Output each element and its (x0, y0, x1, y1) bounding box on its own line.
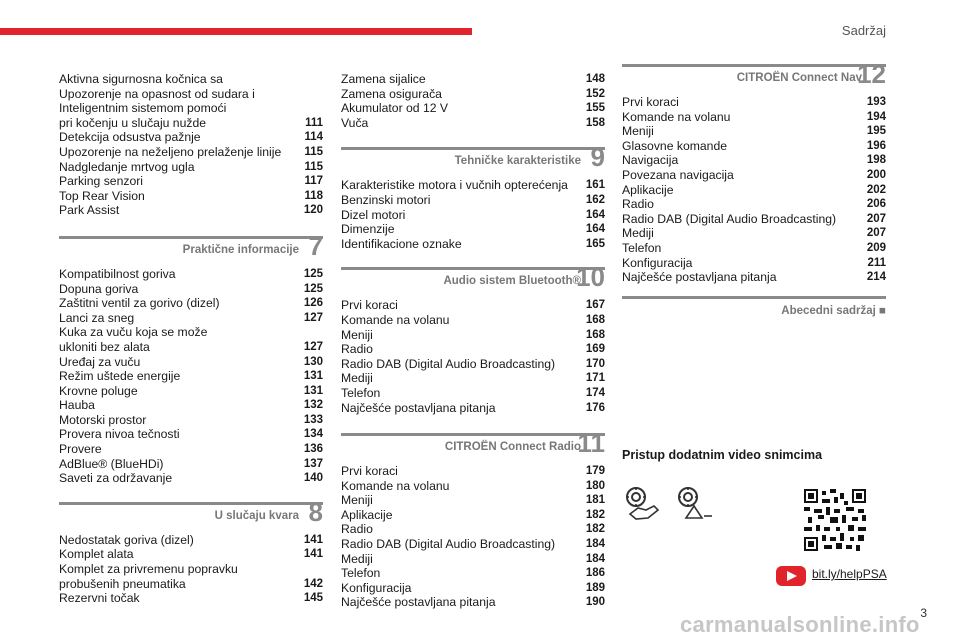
toc-entry-page: 214 (866, 271, 886, 284)
toc-entry-page: 165 (585, 237, 605, 250)
toc-entry[interactable] (59, 562, 323, 577)
toc-entry[interactable] (622, 256, 886, 271)
toc-entry-title: Mediji (341, 551, 373, 566)
toc-entry[interactable] (341, 401, 605, 416)
watermark: carmanualsonline.info (680, 612, 920, 637)
toc-entry-title: Karakteristike motora i vučnih opterećenja (341, 178, 568, 193)
toc-entry[interactable] (341, 87, 605, 102)
toc-entry-title: Telefon (341, 385, 381, 400)
toc-entry-page: 207 (866, 212, 886, 225)
toc-entry[interactable] (59, 591, 323, 606)
toc-entry-title: Dopuna goriva (59, 281, 139, 296)
toc-entry[interactable] (341, 464, 605, 479)
toc-entry[interactable] (59, 267, 323, 282)
toc-entry[interactable] (622, 124, 886, 139)
toc-entry[interactable] (622, 270, 886, 285)
wheel-gear-warning-icon (676, 486, 716, 522)
toc-entry-page: 189 (585, 581, 605, 594)
toc-entry-title: pri kočenju u slučaju nužde (59, 115, 207, 130)
toc-entry-title: Režim uštede energije (59, 369, 181, 384)
toc-entry-page: 182 (585, 508, 605, 521)
toc-entry[interactable] (59, 340, 323, 355)
toc-list-sec12 (622, 95, 886, 285)
toc-entry-title: Vuča (341, 115, 369, 130)
toc-entry-page: 169 (585, 343, 605, 356)
toc-entry-title: AdBlue® (BlueHDi) (59, 456, 164, 471)
toc-entry-page: 164 (585, 223, 605, 236)
toc-entry-page: 206 (866, 198, 886, 211)
toc-entry[interactable] (622, 95, 886, 110)
alphabetical-index-header[interactable] (622, 296, 886, 317)
toc-entry-title: Aplikacije (341, 507, 393, 522)
toc-entry-page: 207 (866, 227, 886, 240)
toc-entry-title: Akumulator od 12 V (341, 101, 449, 116)
toc-entry-page: 132 (303, 399, 323, 412)
toc-entry-title: Komande na volanu (622, 109, 731, 124)
toc-entry[interactable] (341, 328, 605, 343)
toc-entry[interactable] (622, 139, 886, 154)
toc-entry-title: ukloniti bez alata (59, 339, 150, 354)
toc-entry-title: Kuka za vuču koja se može (59, 325, 208, 340)
toc-entry-page: 134 (303, 428, 323, 441)
toc-entry-title: Provera nivoa tečnosti (59, 427, 180, 442)
toc-entry[interactable] (59, 384, 323, 399)
toc-entry-title: Dizel motori (341, 207, 406, 222)
toc-entry[interactable] (59, 145, 323, 160)
toc-entry-title: Radio (622, 197, 654, 212)
toc-entry[interactable] (59, 282, 323, 297)
toc-entry-title: Navigacija (622, 153, 679, 168)
toc-entry-title: Komplet alata (59, 547, 134, 562)
toc-entry-page: 195 (866, 125, 886, 138)
toc-entry-page: 125 (303, 267, 323, 280)
toc-entry-title: Hauba (59, 398, 95, 413)
toc-entry-page: 182 (585, 523, 605, 536)
toc-entry[interactable] (622, 168, 886, 183)
toc-entry[interactable] (59, 413, 323, 428)
qr-code-icon[interactable] (804, 489, 866, 551)
toc-entry-title: Dimenzije (341, 222, 395, 237)
toc-list-sec7 (59, 267, 323, 486)
toc-list-sec8 (59, 533, 323, 606)
toc-entry-page: 126 (303, 297, 323, 310)
toc-entry[interactable] (59, 577, 323, 592)
toc-entry[interactable] (59, 471, 323, 486)
toc-entry[interactable] (59, 442, 323, 457)
toc-entry-page: 198 (866, 154, 886, 167)
toc-entry[interactable] (59, 101, 323, 116)
toc-entry-page: 115 (304, 145, 323, 158)
toc-entry-title: Uređaj za vuču (59, 354, 141, 369)
toc-entry-page: 196 (866, 139, 886, 152)
toc-entry[interactable] (341, 178, 605, 193)
toc-entry[interactable] (59, 130, 323, 145)
toc-entry[interactable] (341, 237, 605, 252)
section-number: 9 (590, 142, 605, 173)
section-header-11[interactable] (341, 428, 605, 464)
toc-list-sec11 (341, 464, 605, 610)
toc-entry-page: 180 (585, 479, 605, 492)
toc-entry-title: Upozorenje na opasnost od sudara i (59, 86, 255, 101)
toc-entry-page: 200 (866, 168, 886, 181)
toc-entry[interactable] (341, 72, 605, 87)
toc-entry-title: Motorski prostor (59, 412, 147, 427)
toc-entry-title: Benzinski motori (341, 192, 431, 207)
video-section-title: Pristup dodatnim video snimcima (622, 448, 823, 462)
toc-entry[interactable] (622, 197, 886, 212)
toc-entry[interactable] (341, 581, 605, 596)
toc-entry-title: Rezervni točak (59, 591, 140, 606)
toc-entry[interactable] (59, 116, 323, 131)
toc-entry-page: 164 (585, 208, 605, 221)
toc-entry-page: 125 (303, 282, 323, 295)
toc-entry-title: Najčešće postavljana pitanja (341, 595, 496, 610)
toc-entry-title: Zamena sijalice (341, 72, 426, 86)
toc-entry-title: Komplet za privremenu popravku (59, 562, 238, 577)
section-header-8[interactable] (59, 496, 323, 533)
section-label: Audio sistem Bluetooth® (443, 275, 581, 288)
toc-entry[interactable] (59, 325, 323, 340)
page-title: Sadržaj (841, 23, 886, 38)
toc-entry[interactable] (341, 371, 605, 386)
toc-entry[interactable] (341, 193, 605, 208)
toc-entry[interactable] (59, 311, 323, 326)
toc-entry-title: Nedostatak goriva (dizel) (59, 532, 194, 547)
help-video-link[interactable]: bit.ly/helpPSA (812, 567, 887, 581)
toc-entry[interactable] (341, 537, 605, 552)
toc-entry-title: Krovne poluge (59, 383, 138, 398)
toc-entry[interactable] (341, 508, 605, 523)
toc-entry-title: Kompatibilnost goriva (59, 266, 176, 281)
toc-entry-page: 211 (867, 256, 886, 269)
toc-entry-page: 130 (303, 355, 323, 368)
toc-entry-title: Prvi koraci (622, 95, 679, 109)
section-number: 12 (857, 59, 886, 89)
toc-entry-title: Aktivna sigurnosna kočnica sa (59, 72, 223, 86)
toc-entry-title: Konfiguracija (622, 255, 693, 270)
toc-entry-page: 194 (866, 110, 886, 123)
toc-entry-page: 190 (585, 596, 605, 609)
toc-entry-title: Parking senzori (59, 174, 143, 189)
toc-entry[interactable] (341, 357, 605, 372)
page-number: 3 (920, 606, 927, 620)
toc-entry-page: 140 (303, 472, 323, 485)
toc-entry-title: Detekcija odsustva pažnje (59, 130, 201, 145)
section-header-12[interactable] (622, 59, 886, 95)
toc-entry-page: 179 (585, 465, 605, 478)
toc-entry-page: 136 (303, 443, 323, 456)
toc-entry-title: Identifikacione oznake (341, 236, 462, 251)
toc-entry-page: 127 (303, 311, 323, 324)
toc-entry[interactable] (341, 552, 605, 567)
toc-entry-page: 202 (866, 183, 886, 196)
toc-entry[interactable] (59, 203, 323, 218)
toc-entry[interactable] (59, 547, 323, 562)
toc-entry-page: 120 (303, 204, 323, 217)
toc-entry-title: Radio DAB (Digital Audio Broadcasting) (341, 356, 556, 371)
toc-entry-title: probušenih pneumatika (59, 576, 186, 591)
toc-entry-page: 162 (585, 193, 605, 206)
toc-entry-page: 171 (585, 372, 605, 385)
toc-entry-page: 174 (585, 386, 605, 399)
toc-entry-title: Aplikacije (622, 182, 674, 197)
section-label: Tehničke karakteristike (454, 155, 581, 168)
section-header-9[interactable] (341, 142, 605, 178)
toc-entry-page: 117 (304, 175, 323, 188)
toc-entry-page: 118 (304, 189, 323, 202)
toc-entry[interactable] (59, 398, 323, 413)
youtube-icon[interactable] (776, 566, 806, 586)
toc-column-3 (622, 59, 886, 285)
section-label: U slučaju kvara (214, 509, 299, 522)
toc-entry-title: Konfiguracija (341, 580, 412, 595)
toc-entry-title: Upozorenje na neželjeno prelaženje linije (59, 144, 282, 159)
toc-entry-page: 158 (585, 116, 605, 129)
toc-entry-page: 142 (303, 577, 323, 590)
toc-entry[interactable] (341, 386, 605, 401)
toc-entry-page: 184 (585, 538, 605, 551)
section-header-7[interactable] (59, 230, 323, 267)
toc-entry-title: Mediji (341, 371, 373, 386)
toc-entry[interactable] (59, 533, 323, 548)
toc-entry-page: 193 (866, 96, 886, 108)
toc-entry-title: Provere (59, 442, 102, 457)
toc-entry-page: 131 (303, 370, 323, 383)
toc-entry-title: Meniji (341, 493, 373, 508)
toc-entry-title: Mediji (622, 226, 654, 241)
toc-entry-title: Komande na volanu (341, 478, 450, 493)
toc-list-sec10 (341, 298, 605, 415)
toc-entry-page: 137 (303, 457, 323, 470)
toc-entry-page: 155 (585, 102, 605, 115)
toc-entry[interactable] (341, 595, 605, 610)
toc-entry-title: Top Rear Vision (59, 188, 145, 203)
toc-entry-title: Radio DAB (Digital Audio Broadcasting) (622, 211, 837, 226)
toc-entry[interactable] (341, 313, 605, 328)
toc-column-1 (59, 72, 323, 606)
toc-entry-title: Radio DAB (Digital Audio Broadcasting) (341, 537, 556, 552)
section-label: Praktične informacije (182, 243, 299, 256)
toc-entry[interactable] (59, 189, 323, 204)
toc-entry-page: 127 (303, 340, 323, 353)
header-accent-bar (0, 28, 472, 35)
toc-entry-page: 145 (303, 592, 323, 605)
toc-entry-title: Nadgledanje mrtvog ugla (59, 159, 195, 174)
toc-entry-page: 152 (585, 87, 605, 100)
toc-entry[interactable] (59, 296, 323, 311)
toc-entry-page: 176 (585, 401, 605, 414)
toc-entry-page: 168 (585, 313, 605, 326)
toc-entry[interactable] (59, 174, 323, 189)
toc-entry[interactable] (622, 183, 886, 198)
toc-entry-page: 167 (585, 299, 605, 312)
section-header-10[interactable] (341, 262, 605, 298)
toc-column-2 (341, 72, 605, 610)
toc-entry[interactable] (341, 116, 605, 131)
toc-entry[interactable] (341, 101, 605, 116)
toc-entry-page: 115 (304, 160, 323, 173)
toc-entry[interactable] (341, 222, 605, 237)
section-label: CITROËN Connect Nav (736, 72, 862, 84)
toc-entry[interactable] (341, 566, 605, 581)
toc-entry[interactable] (622, 226, 886, 241)
toc-entry[interactable] (341, 493, 605, 508)
toc-entry-page: 114 (304, 131, 323, 144)
section-number: 11 (577, 428, 605, 459)
toc-entry-page: 141 (303, 533, 323, 546)
wheel-gear-hand-icon (624, 486, 664, 522)
toc-entry[interactable] (59, 355, 323, 370)
toc-list-col2-top (341, 72, 605, 130)
toc-entry-title: Najčešće postavljana pitanja (341, 400, 496, 415)
toc-entry-title: Inteligentnim sistemom pomoći (59, 101, 227, 116)
toc-list-sec9 (341, 178, 605, 251)
toc-entry-title: Radio (341, 522, 373, 537)
toc-entry-page: 181 (585, 494, 605, 507)
toc-entry-title: Zaštitni ventil za gorivo (dizel) (59, 296, 220, 311)
toc-entry-title: Saveti za održavanje (59, 471, 173, 486)
toc-entry[interactable] (59, 87, 323, 102)
toc-entry-title: Telefon (622, 240, 662, 255)
toc-entry-title: Najčešće postavljana pitanja (622, 270, 777, 285)
toc-entry-page: 168 (585, 328, 605, 341)
toc-entry-page: 131 (303, 384, 323, 397)
youtube-play-triangle (787, 571, 797, 581)
toc-entry-page: 141 (303, 548, 323, 561)
toc-entry-page: 209 (866, 241, 886, 254)
toc-entry-title: Meniji (622, 124, 654, 139)
toc-entry-page: 170 (585, 357, 605, 370)
toc-entry[interactable] (622, 110, 886, 125)
toc-entry-title: Zamena osigurača (341, 86, 442, 101)
section-label: CITROËN Connect Radio (444, 441, 581, 454)
toc-entry-title: Komande na volanu (341, 312, 450, 327)
section-number: 7 (308, 230, 323, 261)
toc-entry[interactable] (59, 457, 323, 472)
toc-entry[interactable] (341, 479, 605, 494)
toc-entry[interactable] (341, 298, 605, 313)
alphabetical-index-label: Abecedni sadržaj ■ (781, 305, 886, 317)
toc-entry-title: Meniji (341, 327, 373, 342)
toc-entry[interactable] (341, 208, 605, 223)
toc-entry[interactable] (59, 72, 323, 87)
toc-entry-page: 184 (585, 552, 605, 565)
section-number: 10 (576, 262, 605, 293)
toc-entry[interactable] (59, 427, 323, 442)
toc-entry-title: Prvi koraci (341, 464, 398, 479)
toc-entry-page: 111 (305, 116, 323, 129)
toc-entry[interactable] (622, 153, 886, 168)
toc-entry-title: Glasovne komande (622, 138, 728, 153)
toc-entry-page: 186 (585, 567, 605, 580)
toc-entry-title: Telefon (341, 566, 381, 581)
toc-entry[interactable] (622, 212, 886, 227)
section-number: 8 (308, 496, 323, 527)
toc-entry-title: Lanci za sneg (59, 310, 135, 325)
toc-entry-title: Povezana navigacija (622, 167, 734, 182)
toc-entry[interactable] (59, 160, 323, 175)
toc-entry-title: Prvi koraci (341, 298, 398, 313)
toc-entry-page: 133 (303, 413, 323, 426)
toc-entry[interactable] (622, 241, 886, 256)
toc-entry[interactable] (341, 522, 605, 537)
toc-entry-title: Radio (341, 342, 373, 357)
toc-entry[interactable] (59, 369, 323, 384)
toc-entry-title: Park Assist (59, 203, 120, 218)
toc-entry-page: 161 (585, 179, 605, 192)
toc-entry-page: 148 (585, 73, 605, 85)
toc-list-col1-top (59, 72, 323, 218)
toc-entry[interactable] (341, 342, 605, 357)
